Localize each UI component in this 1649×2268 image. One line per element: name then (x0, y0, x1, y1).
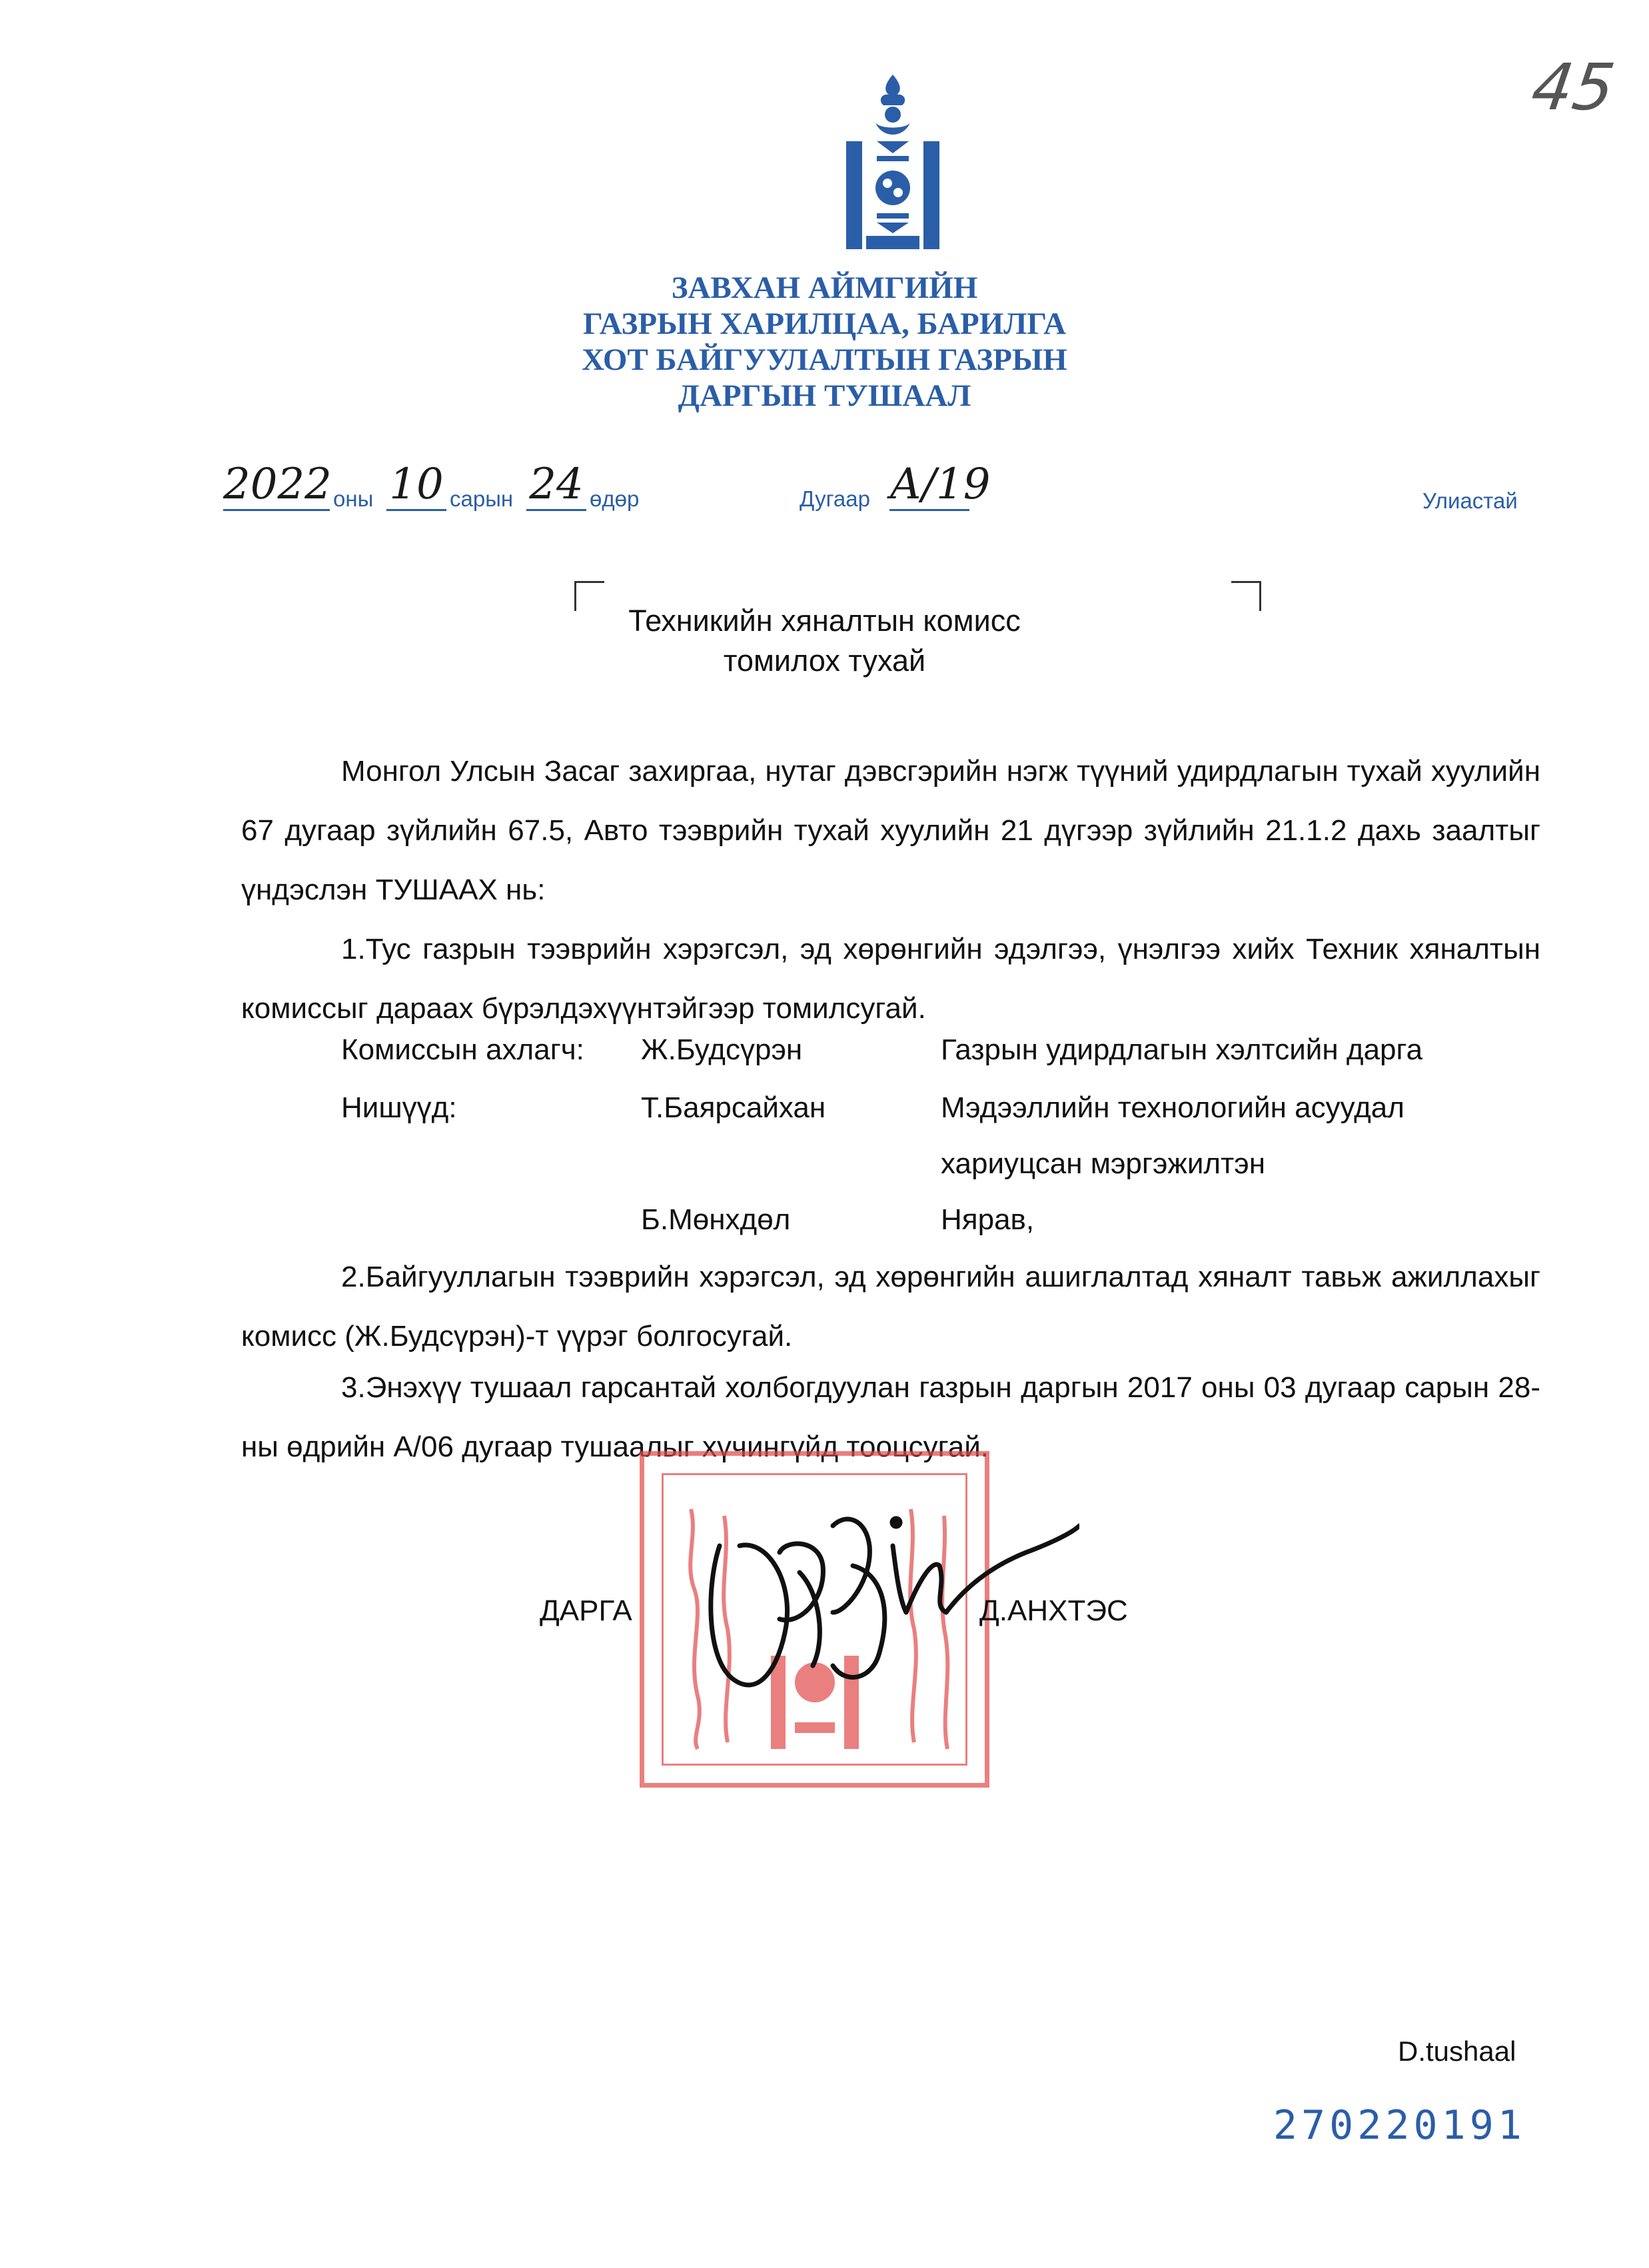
registration-code: 270220191 (1273, 2102, 1526, 2149)
chair-position: Газрын удирдлагын хэлтсийн дарга (941, 1033, 1423, 1066)
chair-name: Ж.Будсүрэн (641, 1033, 803, 1066)
member-2-position: Нярав, (941, 1203, 1035, 1236)
member-1-position-line-1: Мэдээллийн технологийн асуудал (941, 1091, 1404, 1124)
chair-role: Комиссын ахлагч: (341, 1033, 584, 1066)
date-month-label: сарын (450, 486, 514, 511)
page-number: 45 (1527, 50, 1620, 125)
item-1-paragraph: 1.Тус газрын тээврийн хэрэгсэл, эд хөрөнгийн эдэлгээ, үнэлгээ хийх Техник хяналтын комиссыг дараах бүрэлдэхүүнтэйгээр томилсугай. (241, 933, 1540, 1025)
document-filename: D.tushaal (1398, 2035, 1516, 2067)
date-month: 10 (386, 460, 446, 511)
date-day: 24 (526, 460, 586, 511)
item-2-paragraph: 2.Байгууллагын тээврийн хэрэгсэл, эд хөрөнгийн ашиглалтад хяналт тавьж ажиллахыг комисс (Ж.Будсүрэн)-т үүрэг болгосугай. (241, 1261, 1540, 1353)
order-number: А/19 (889, 460, 969, 511)
soyombo-emblem-icon (845, 75, 941, 249)
intro-paragraph: Монгол Улсын Засаг захиргаа, нутаг дэвсгэрийн нэгж түүний удирдлагын тухай хуулийн 67 дугаар зүйлийн 67.5, Авто тээврийн тухай хуулийн 21 дүгээр зүйлийн 21.1.2 дахь заалтыг үндэслэн ТУШААХ нь: (241, 755, 1540, 906)
org-line-4: ДАРГЫН ТУШААЛ (678, 378, 971, 413)
date-year-label: оны (333, 486, 374, 511)
order-number-label: Дугаар (800, 486, 870, 511)
signatory-name: Д.АНХТЭС (979, 1594, 1128, 1627)
org-line-3: ХОТ БАЙГУУЛАЛТЫН ГАЗРЫН (582, 342, 1067, 377)
members-role: Нишүүд: (341, 1091, 457, 1124)
handwritten-signature (680, 1466, 1079, 1719)
member-2-name: Б.Мөнхдөл (641, 1203, 791, 1236)
title-line-2: томилох тухай (723, 644, 926, 678)
org-line-1: ЗАВХАН АЙМГИЙН (671, 271, 978, 305)
org-line-2: ГАЗРЫН ХАРИЛЦАА, БАРИЛГА (582, 306, 1067, 341)
signatory-title: ДАРГА (540, 1594, 632, 1627)
date-year: 2022 (223, 460, 330, 511)
member-1-position-line-2: хариуцсан мэргэжилтэн (941, 1147, 1265, 1180)
city-name: Улиастай (1422, 488, 1518, 513)
document-title (0, 601, 1649, 681)
date-day-label: өдөр (590, 486, 640, 511)
item-3-paragraph: 3.Энэхүү тушаал гарсантай холбогдуулан газрын даргын 2017 оны 03 дугаар сарын 28-ны өдрийн А/06 дугаар тушаалыг хүчингүйд тооцсугай. (241, 1371, 1540, 1463)
title-line-1: Техникийн хяналтын комисс (628, 604, 1021, 638)
member-1-name: Т.Баярсайхан (641, 1091, 826, 1124)
organization-heading (0, 270, 1649, 414)
